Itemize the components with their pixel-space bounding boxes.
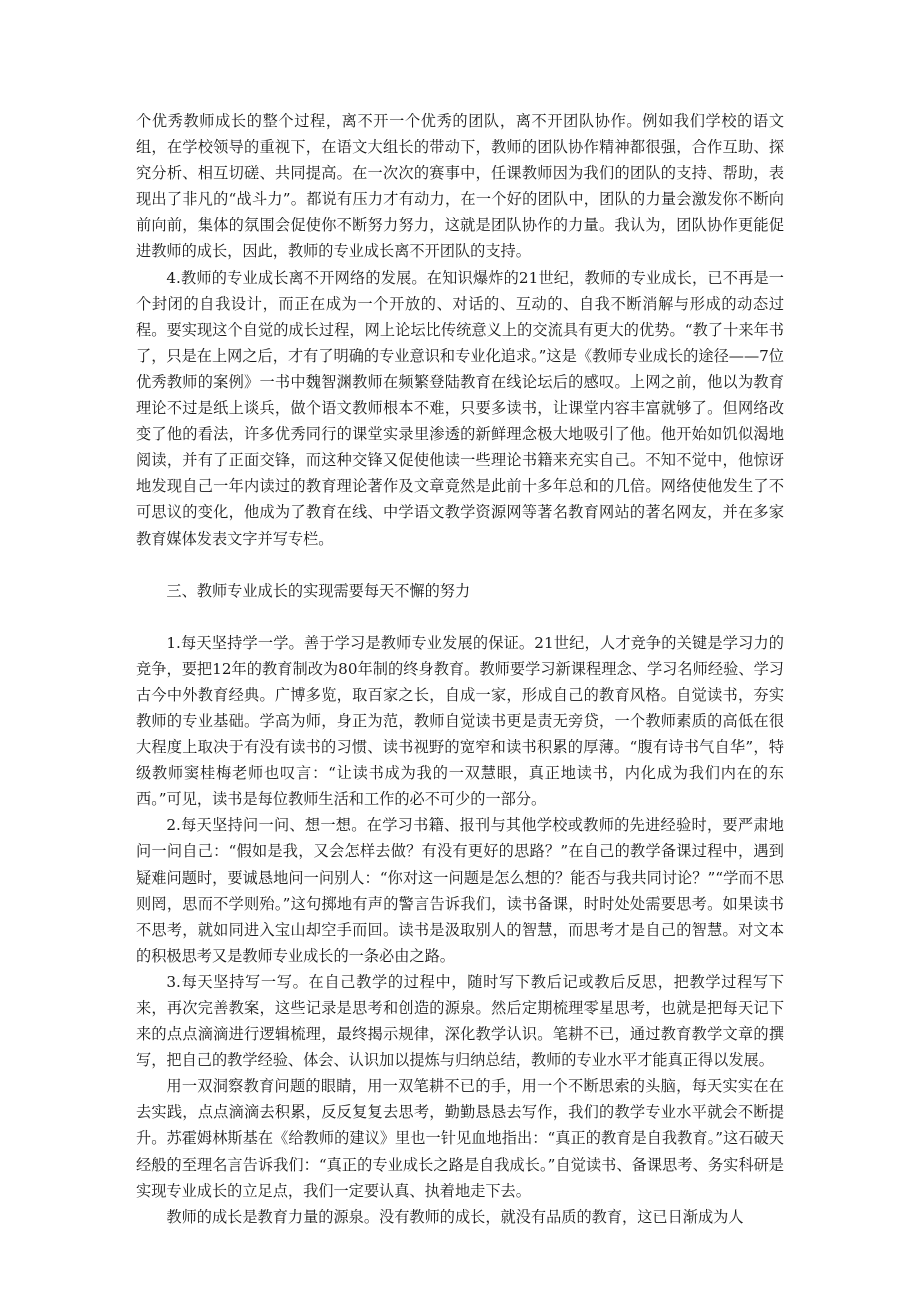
- document-body: [136, 108, 784, 1230]
- paragraph-daily-learning: 1.每天坚持学一学。善于学习是教师专业发展的保证。21世纪，人才竞争的关键是学习力的竞争，要把12年的教育制改为80年制的终身教育。教师要学习新课程理念、学习名师经验、学习古今中外教育经典。广博多览，取百家之长，自成一家，形成自己的教育风格。自觉读书，夯实教师的专业基础。学高为师，身正为范，教师自觉读书更是责无旁贷，一个教师素质的高低在很大程度上取决于有没有读书的习惯、读书视野的宽窄和读书积累的厚薄。“腹有诗书气自华”，特级教师窦桂梅老师也叹言：“让读书成为我的一双慧眼，真正地读书，内化成为我们内在的东西。”可见，读书是每位教师生活和工作的必不可少的一部分。: [136, 633, 784, 809]
- paragraph-daily-questioning: 2.每天坚持问一问、想一想。在学习书籍、报刊与其他学校或教师的先进经验时，要严肃地问一问自己：“假如是我，又会怎样去做？有没有更好的思路？”在自己的教学备课过程中，遇到疑难问题时，要诚恳地问一问别人：“你对这一问题是怎么想的？能否与我共同讨论？”“学而不思则罔，思而不学则殆。”这句掷地有声的警言告诉我们，读书备课，时时处处需要思考。如果读书不思考，就如同进入宝山却空手而回。读书是汲取别人的智慧，而思考才是自己的智慧。对文本的积极思考又是教师专业成长的一条必由之路。: [136, 816, 784, 965]
- paragraph-team-collaboration: 个优秀教师成长的整个过程，离不开一个优秀的团队，离不开团队协作。例如我们学校的语文组，在学校领导的重视下，在语文大组长的带动下，教师的团队协作精神都很强，合作互助、探究分析、相互切磋、共同提高。在一次次的赛事中，任课教师因为我们的团队的支持、帮助，表现出了非凡的“战斗力”。都说有压力才有动力，在一个好的团队中，团队的力量会激发你不断向前向前，集体的氛围会促使你不断努力努力，这就是团队协作的力量。我认为，团队协作更能促进教师的成长，因此，教师的专业成长离不开团队的支持。: [136, 112, 784, 261]
- paragraph-network-development: 4.教师的专业成长离不开网络的发展。在知识爆炸的21世纪，教师的专业成长，已不再是一个封闭的自我设计，而正在成为一个开放的、对话的、互动的、自我不断消解与形成的动态过程。要实现这个自觉的成长过程，网上论坛比传统意义上的交流具有更大的优势。“教了十来年书了，只是在上网之后，才有了明确的专业意识和专业化追求。”这是《教师专业成长的途径——7位优秀教师的案例》一书中魏智渊教师在频繁登陆教育在线论坛后的感叹。上网之前，他以为教育理论不过是纸上谈兵，做个语文教师根本不难，只要多读书，让课堂内容丰富就够了。但网络改变了他的看法，许多优秀同行的课堂实录里渗透的新鲜理念极大地吸引了他。他开始如饥似渴地阅读，并有了正面交锋，而这种交锋又促使他读一些理论书籍来充实自己。不知不觉中，他惊讶地发现自己一年内读过的教育理论著作及文章竟然是此前十多年总和的几倍。网络使他发生了不可思议的变化，他成为了教育在线、中学语文教学资源网等著名教育网站的著名网友，并在多家教育媒体发表文字并写专栏。: [136, 268, 784, 548]
- paragraph-conclusion-start: 教师的成长是教育力量的源泉。没有教师的成长，就没有品质的教育，这已日渐成为人: [166, 1207, 744, 1226]
- paragraph-daily-writing: 3.每天坚持写一写。在自己教学的过程中，随时写下教后记或教后反思，把教学过程写下来，再次完善教案，这些记录是思考和创造的源泉。然后定期梳理零星思考，也就是把每天记下来的点点滴滴进行逻辑梳理，最终揭示规律，深化教学认识。笔耕不已，通过教育教学文章的撰写，把自己的教学经验、体会、认识加以提炼与归纳总结，教师的专业水平才能真正得以发展。: [136, 972, 784, 1070]
- paragraph-self-education: 用一双洞察教育问题的眼睛，用一双笔耕不已的手，用一个不断思索的头脑，每天实实在在去实践，点点滴滴去积累，反反复复去思考，勤勤恳恳去写作，我们的教学专业水平就会不断提升。苏霍姆林斯基在《给教师的建议》里也一针见血地指出：“真正的教育是自我教育。”这石破天经般的至理名言告诉我们：“真正的专业成长之路是自我成长。”自觉读书、备课思考、务实科研是实现专业成长的立足点，我们一定要认真、执着地走下去。: [136, 1077, 784, 1200]
- section-heading-three: 三、教师专业成长的实现需要每天不懈的努力: [166, 581, 471, 600]
